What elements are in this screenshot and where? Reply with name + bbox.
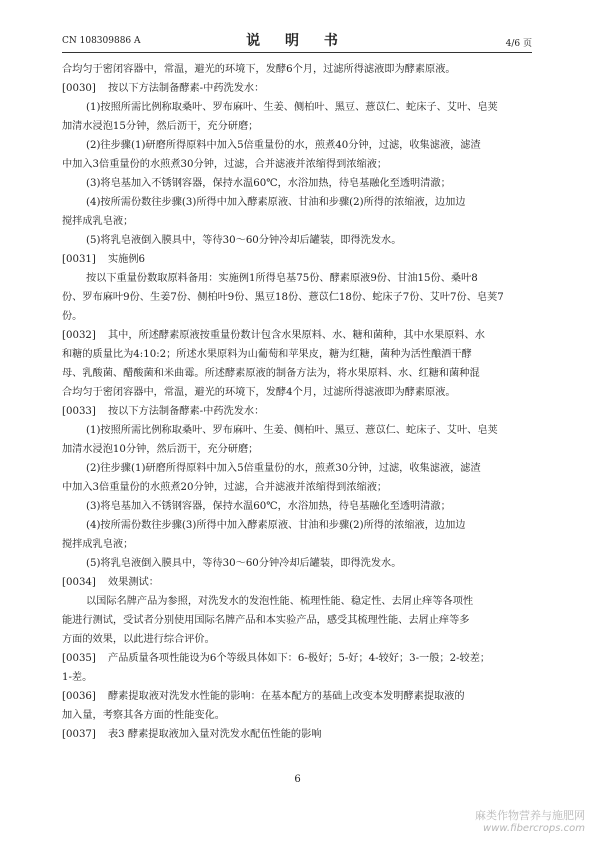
document-body [62,60,532,744]
text-line: 母、乳酸菌、醋酸菌和米曲霉。所述酵素原液的制备方法为，将水果原料、水、红糖和菌种混 [62,368,480,379]
text-line: 方面的效果，以此进行综合评价。 [62,634,215,645]
paragraph-number: [0030] [62,83,96,94]
paragraph-number: [0036] [62,691,96,702]
text-line: (5)将乳皂液倒入膜具中，等待30～60分钟冷却后罐装，即得洗发水。 [86,558,402,569]
paragraph-text: 按以下方法制备酵素-中药洗发水： [108,406,265,417]
text-line [62,687,532,706]
text-line [62,326,532,345]
text-line: 加清水浸泡15分钟，然后沥干，充分研磨； [62,121,259,132]
text-line: (2)往步骤(1)研磨所得原料中加入5倍重量份的水，煎煮40分钟，过滤，收集滤液，滤渣 [86,140,481,151]
text-line: (4)按所需份数往步骤(3)所得中加入酵素原液、甘油和步骤(2)所得的浓缩液，边加边 [86,520,466,531]
text-line: (5)将乳皂液倒入膜具中，等待30～60分钟冷却后罐装，即得洗发水。 [86,235,402,246]
text-line [62,725,532,744]
text-line: 中加入3倍重量份的水煎煮30分钟，过滤，合并滤液并浓缩得到浓缩液； [62,159,388,170]
page-number: 6 [294,774,301,785]
paragraph-number: [0035] [62,653,96,664]
paragraph-text: 产品质量各项性能设为6个等级具体如下：6-极好；5-好；4-较好；3-一般；2-较差； [108,653,491,664]
text-line: 搅拌成乳皂液； [62,216,134,227]
text-line: 份、罗布麻叶9份、生姜7份、侧柏叶9份、黑豆18份、薏苡仁18份、蛇床子7份、艾叶7份、皂荚7 [62,292,504,303]
text-line: 按以下重量份数取原料备用：实施例1所得皂基75份、酵素原液9份、甘油15份、桑叶8 [86,273,478,284]
text-line: 份。 [62,311,83,322]
text-line: 合均匀于密闭容器中，常温，避光的环境下，发酵4个月，过滤所得滤液即为酵素原液。 [62,387,456,398]
text-line: (2)往步骤(1)研磨所得原料中加入5倍重量份的水，煎煮30分钟，过滤，收集滤液，滤渣 [86,463,481,474]
watermark [475,807,585,834]
paragraph-number: [0031] [62,254,96,265]
text-line: 中加入3倍重量份的水煎煮20分钟，过滤，合并滤液并浓缩得到浓缩液； [62,482,388,493]
text-line: 搅拌成乳皂液； [62,539,134,550]
document-title: 说 明 书 [246,33,348,49]
paragraph-text: 表3 酵素提取液加入量对洗发水配伍性能的影响 [108,729,322,740]
text-line: (1)按照所需比例称取桑叶、罗布麻叶、生姜、侧柏叶、黑豆、薏苡仁、蛇床子、艾叶、皂荚 [86,425,498,436]
header-rule [62,52,532,53]
text-line [62,250,532,269]
page-header [62,30,532,52]
text-line: 加入量，考察其各方面的性能变化。 [62,710,225,721]
watermark-url: www.fibercrops.com [483,823,585,834]
paragraph-text: 实施例6 [108,254,146,265]
text-line: (1)按照所需比例称取桑叶、罗布麻叶、生姜、侧柏叶、黑豆、薏苡仁、蛇床子、艾叶、皂荚 [86,102,498,113]
text-line: (3)将皂基加入不锈钢容器，保持水温60℃，水浴加热，待皂基融化至透明清澈； [86,501,451,512]
paragraph-text: 酵素提取液对洗发水性能的影响：在基本配方的基础上改变本发明酵素提取液的 [108,691,465,702]
text-line: 能进行测试，受试者分别使用国际名牌产品和本实验产品，感受其梳理性能、去屑止痒等多 [62,615,470,626]
text-line: 以国际名牌产品为参照，对洗发水的发泡性能、梳理性能、稳定性、去屑止痒等各项性 [86,596,474,607]
paragraph-number: [0037] [62,729,96,740]
text-line [62,402,532,421]
text-line: 合均匀于密闭容器中，常温，避光的环境下，发酵6个月，过滤所得滤液即为酵素原液。 [62,64,456,75]
paragraph-number: [0033] [62,406,96,417]
paragraph-number: [0034] [62,577,96,588]
paragraph-text: 效果测试： [108,577,159,588]
paragraph-text: 按以下方法制备酵素-中药洗发水： [108,83,265,94]
page-reference: 4/6 页 [505,39,532,49]
paragraph-text: 其中，所述酵素原液按重量份数计包含水果原料、水、糖和菌种，其中水果原料、水 [108,330,485,341]
text-line: 加清水浸泡10分钟，然后沥干，充分研磨； [62,444,259,455]
text-line [62,79,532,98]
paragraph-number: [0032] [62,330,96,341]
text-line: 和糖的质量比为4:10:2；所述水果原料为山葡萄和苹果皮，糖为红糖，菌种为活性酿酒干酵 [62,349,472,360]
text-line [62,649,532,668]
text-line: (3)将皂基加入不锈钢容器，保持水温60℃，水浴加热，待皂基融化至透明清澈； [86,178,451,189]
text-line: (4)按所需份数往步骤(3)所得中加入酵素原液、甘油和步骤(2)所得的浓缩液，边加边 [86,197,466,208]
text-line [62,573,532,592]
patent-number: CN 108309886 A [62,36,141,46]
text-line: 1-差。 [62,672,93,683]
watermark-site-name: 麻类作物营养与施肥网 [475,809,585,822]
